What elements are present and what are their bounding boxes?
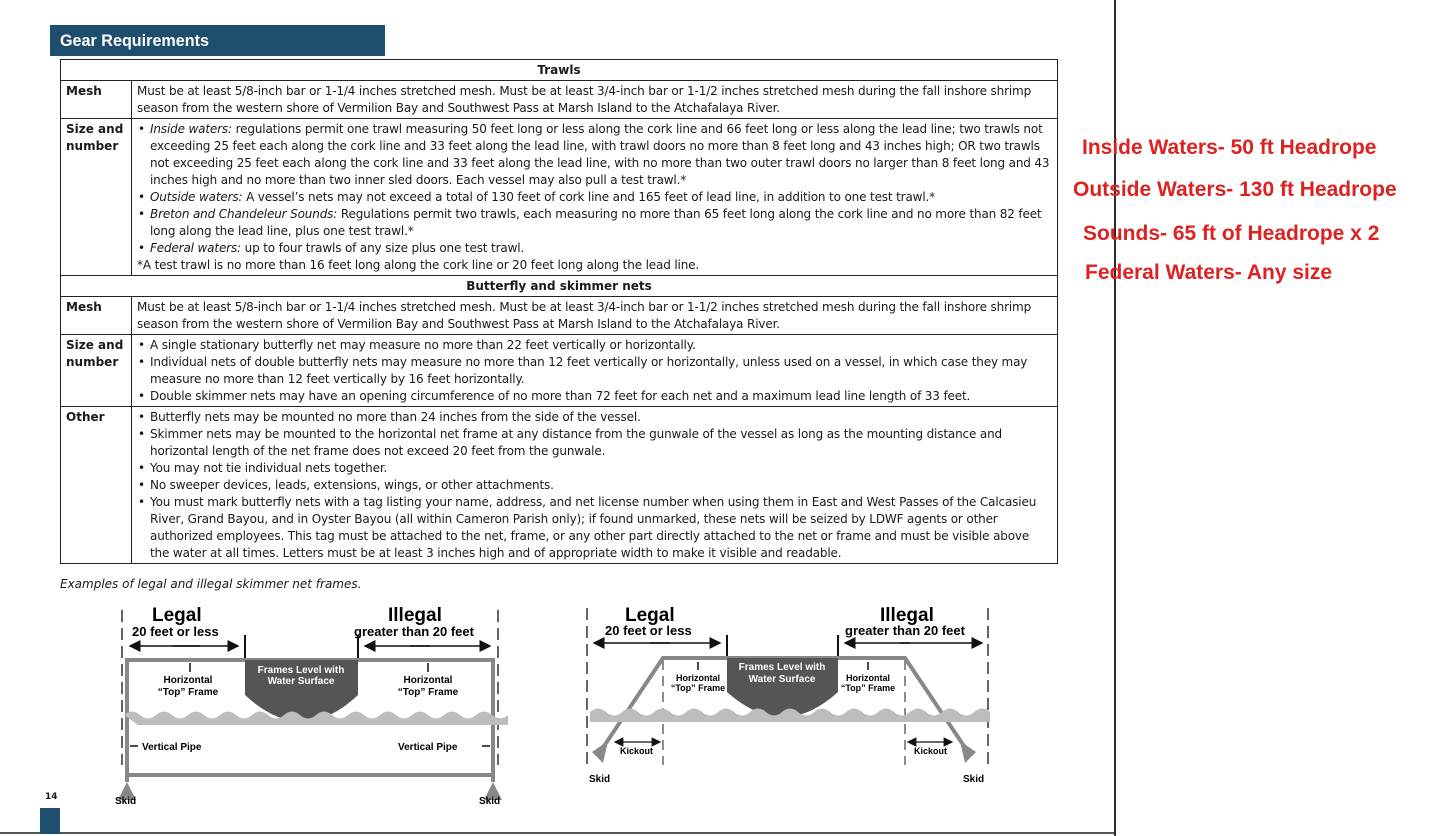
vertical-pipe-label: Vertical Pipe [398,742,458,753]
list-item: • Double skimmer nets may have an opening circumference of no more than 72 feet for each net and a maximum lead line length of 33 feet. [150,388,1052,405]
item-text: A vessel’s nets may not exceed a total of 130 feet of cork line and 165 feet of lead line, in addition to one test trawl.* [242,190,936,204]
trawls-mesh-row [61,81,1058,119]
annotation-federal-waters: Federal Waters- Any size [1085,261,1333,284]
row-label-mesh: Mesh [61,297,132,335]
butterfly-mesh-row [61,297,1058,335]
figure-caption: Examples of legal and illegal skimmer net frames. [60,577,362,591]
kickout-label: Kickout [914,746,948,756]
trawls-title: Trawls [61,60,1058,81]
butterfly-title: Butterfly and skimmer nets [61,276,1058,297]
skid-label: Skid [479,796,501,807]
illegal-label: Illegal [880,605,934,626]
butterfly-other-list [137,409,1052,562]
section-header [50,25,385,56]
row-label-line1: Size and [66,122,124,136]
butterfly-size-content [132,335,1058,407]
horizontal-frame-label: Horizontal [163,675,213,686]
page-tab [40,808,60,834]
row-label-line1: Size and [66,338,124,352]
frames-level-label: Frames Level with [257,665,345,676]
horizontal-frame-label-2: “Top” Frame [397,687,459,698]
legal-label: Legal [625,605,675,626]
gear-requirements-table [60,59,1058,564]
trawls-size-row [61,119,1058,276]
trawls-size-content [132,119,1058,276]
butterfly-size-list [137,337,1052,405]
illegal-label: Illegal [388,605,442,626]
row-label-line2: number [66,355,119,369]
butterfly-header-row [61,276,1058,297]
row-label-line2: number [66,139,119,153]
legal-sublabel: 20 feet or less [605,623,692,638]
water-surface [590,709,990,723]
trawls-header-row [61,60,1058,81]
page-divider [1114,0,1116,836]
trawls-mesh-text: Must be at least 5/8-inch bar or 1-1/4 inches stretched mesh. Must be at least 3/4-inch bar or 1-1/2 inches stretched mesh during the fall inshore shrimp season from the western shore of Vermilion Bay and Southwest Pass at Marsh Island to the Atchafalaya River. [132,81,1058,119]
horizontal-frame-label-2: “Top” Frame [840,683,896,693]
list-item: • A single stationary butterfly net may measure no more than 22 feet vertically or horizontally. [150,337,1052,354]
legal-sublabel: 20 feet or less [132,624,219,639]
list-item: • Skimmer nets may be mounted to the horizontal net frame at any distance from the gunwale of the vessel as long as the mounting distance and horizontal length of the net frame does not exceed 20 feet from the gunwale. [150,426,1052,460]
butterfly-other-content [132,407,1058,564]
list-item [150,206,1052,240]
annotation-sounds: Sounds- 65 ft of Headrope x 2 [1083,222,1380,245]
list-item: • You must mark butterfly nets with a tag listing your name, address, and net license number when using them in East and West Passes of the Calcasieu River, Grand Bayou, and in Oyster Bayou (all within Cameron Parish only); if found unmarked, these nets will be seized by LDWF agents or other authorized employees. This tag must be attached to the net, frame, or any other part directly attached to the net or frame and must be visible above the water at all times. Letters must be at least 3 inches high and of appropriate width to make it visible and readable. [150,494,1052,562]
frames-level-label: Frames Level with [738,662,826,673]
skid-icon [960,741,976,763]
trawls-footnote: *A test trawl is no more than 16 feet long along the cork line or 20 feet long along the lead line. [137,258,700,272]
row-label-other: Other [61,407,132,564]
page-bottom-rule [0,832,1114,834]
item-lead: Outside waters: [150,190,243,204]
skid-label: Skid [589,774,611,785]
horizontal-frame-label: Horizontal [676,673,720,683]
horizontal-frame-label-2: “Top” Frame [157,687,219,698]
skid-label: Skid [115,796,137,807]
frames-level-label-2: Water Surface [267,676,335,687]
row-label-mesh: Mesh [61,81,132,119]
butterfly-other-row [61,407,1058,564]
row-label-size-number [61,119,132,276]
list-item: • Butterfly nets may be mounted no more than 24 inches from the side of the vessel. [150,409,1052,426]
list-item [150,189,1052,206]
horizontal-frame-label-2: “Top” Frame [670,683,726,693]
list-item: • Individual nets of double butterfly nets may measure no more than 12 feet vertically or horizontally, unless used on a vessel, in which case they may measure no more than 12 feet vertically by 16 feet horizontally. [150,354,1052,388]
kickout-label: Kickout [620,746,654,756]
item-lead: Breton and Chandeleur Sounds: [150,207,338,221]
frames-level-label-2: Water Surface [748,674,816,685]
list-item [150,240,1052,257]
legal-label: Legal [152,605,202,626]
trawls-size-list [137,121,1052,257]
list-item: • No sweeper devices, leads, extensions, wings, or other attachments. [150,477,1052,494]
item-lead: Inside waters: [150,122,232,136]
list-item [150,121,1052,189]
vertical-pipe-label: Vertical Pipe [142,742,202,753]
illegal-sublabel: greater than 20 feet [845,623,965,638]
page-number: 14 [45,792,58,802]
item-text: Regulations permit two trawls, each measuring no more than 65 feet long along the cork line and no more than 82 feet long along the lead line, plus one test trawl.* [150,207,1042,238]
list-item: • You may not tie individual nets together. [150,460,1052,477]
skimmer-frame-diagram-vertical [110,600,510,810]
annotation-inside-waters: Inside Waters- 50 ft Headrope [1082,136,1377,159]
horizontal-frame-label: Horizontal [846,673,890,683]
butterfly-size-row [61,335,1058,407]
illegal-sublabel: greater than 20 feet [354,624,474,639]
item-text: up to four trawls of any size plus one test trawl. [240,241,525,255]
item-lead: Federal waters: [150,241,241,255]
item-text: regulations permit one trawl measuring 50 feet long or less along the cork line and 66 feet long or less along the lead line; two trawls not exceeding 25 feet each along the cork line and 33 feet along the lead line, with trawl doors no more than 8 feet long and 43 inches high; OR two trawls not exceeding 25 feet each along the cork line and 33 feet along the lead line, with no more than two outer trawl doors no larger than 8 feet long and 43 inches high and no more than two inner sled doors. Each vessel may also pull a test trawl.* [150,122,1050,187]
section-title: Gear Requirements [60,31,210,50]
annotation-outside-waters: Outside Waters- 130 ft Headrope [1073,178,1397,201]
row-label-size-number [61,335,132,407]
skid-icon [592,741,608,763]
skid-label: Skid [963,774,985,785]
butterfly-mesh-text: Must be at least 5/8-inch bar or 1-1/4 inches stretched mesh. Must be at least 3/4-inch bar or 1-1/2 inches stretched mesh during the fall inshore shrimp season from the western shore of Vermilion Bay and Southwest Pass at Marsh Island to the Atchafalaya River. [132,297,1058,335]
horizontal-frame-label: Horizontal [403,675,453,686]
skimmer-frame-diagram-kickout [580,600,1000,790]
